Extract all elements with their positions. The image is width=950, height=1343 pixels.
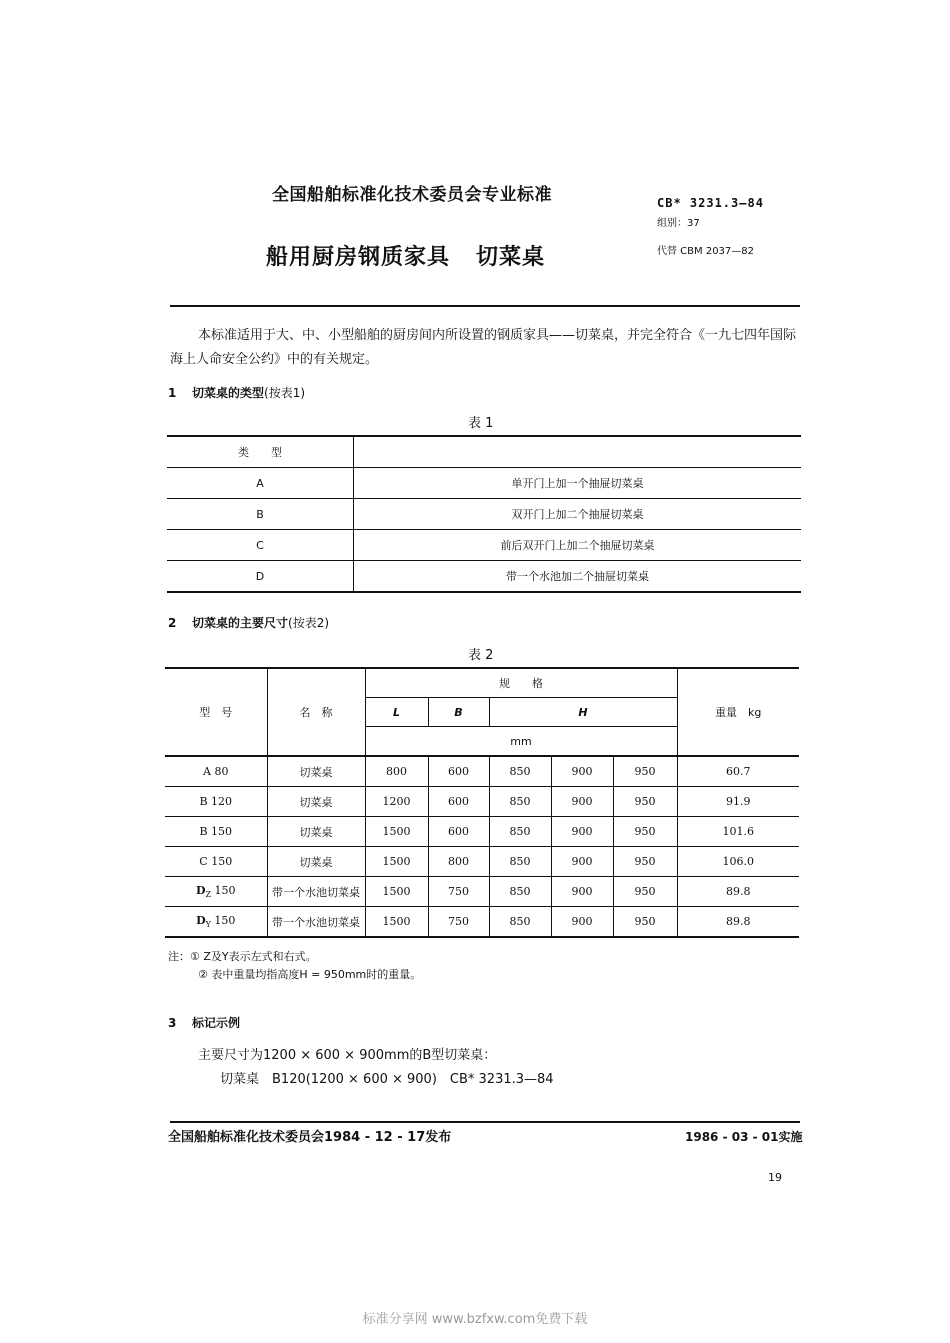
- weight-cell: 60.7: [677, 756, 799, 787]
- H2-cell: 900: [551, 787, 613, 817]
- issue-date: 全国船舶标准化技术委员会1984 - 12 - 17发布: [168, 1130, 452, 1145]
- table-1: [167, 435, 801, 593]
- example-line-2: 切菜桌 B120(1200 × 600 × 900) CB* 3231.3—84: [220, 1072, 554, 1087]
- table-row: [165, 877, 799, 907]
- type-cell: D: [167, 561, 354, 593]
- table-notes: [168, 948, 421, 984]
- section-1-heading: [168, 384, 305, 401]
- weight-cell: 106.0: [677, 847, 799, 877]
- section-2-heading: [168, 614, 329, 631]
- H1-cell: 850: [489, 877, 551, 907]
- header-weight: 重量 kg: [677, 668, 799, 756]
- B-cell: 750: [428, 877, 489, 907]
- document-title: [266, 240, 545, 271]
- header-H: H: [489, 698, 677, 727]
- H1-cell: 850: [489, 817, 551, 847]
- desc-cell: 带一个水池加二个抽屉切菜桌: [354, 561, 802, 593]
- type-cell: B: [167, 499, 354, 530]
- model-subscript: Y: [205, 920, 211, 930]
- effective-date: 1986 - 03 - 01实施: [685, 1130, 803, 1144]
- H3-cell: 950: [613, 787, 677, 817]
- H2-cell: 900: [551, 817, 613, 847]
- table-header-row: [165, 668, 799, 698]
- L-cell: 1500: [365, 847, 428, 877]
- header-rule: [170, 305, 800, 307]
- title-main: 船用厨房钢质家具: [266, 245, 451, 270]
- H1-cell: 850: [489, 907, 551, 938]
- table-row: [165, 847, 799, 877]
- model-cell: B 120: [165, 787, 267, 817]
- section-title: 切菜桌的主要尺寸: [192, 616, 289, 630]
- L-cell: 1500: [365, 877, 428, 907]
- weight-cell: 101.6: [677, 817, 799, 847]
- weight-cell: 89.8: [677, 877, 799, 907]
- desc-cell: 单开门上加一个抽屉切菜桌: [354, 468, 802, 499]
- section-number: 2: [168, 616, 177, 630]
- section-number: 1: [168, 386, 177, 400]
- table-row: [167, 530, 801, 561]
- model-cell: [165, 907, 267, 938]
- model-cell: [165, 877, 267, 907]
- B-cell: 800: [428, 847, 489, 877]
- name-cell: 切菜桌: [267, 756, 365, 787]
- intro-paragraph: 本标准适用于大、中、小型船舶的厨房间内所设置的钢质家具——切菜桌，并完全符合《一九七四年国际海上人命安全公约》中的有关规定。: [170, 328, 797, 367]
- name-cell: 带一个水池切菜桌: [267, 877, 365, 907]
- marking-example: [198, 1044, 554, 1092]
- model-subscript: Z: [205, 890, 212, 900]
- model-cell: C 150: [165, 847, 267, 877]
- H1-cell: 850: [489, 787, 551, 817]
- table-1-caption: 表 1: [468, 416, 494, 431]
- H3-cell: 950: [613, 877, 677, 907]
- B-cell: 600: [428, 817, 489, 847]
- H3-cell: 950: [613, 817, 677, 847]
- model-letter: D: [195, 883, 206, 897]
- page-number: 19: [768, 1171, 782, 1184]
- H2-cell: 900: [551, 756, 613, 787]
- replaces-standard: 代替 CBM 2037—82: [657, 246, 755, 257]
- model-number: 150: [211, 883, 236, 897]
- header-model: 型 号: [165, 668, 267, 756]
- header-L: L: [365, 698, 428, 727]
- B-cell: 600: [428, 787, 489, 817]
- note-2: ② 表中重量均指高度H = 950mm时的重量。: [198, 968, 422, 981]
- table-row: [165, 907, 799, 938]
- title-sub: 切菜桌: [476, 245, 546, 270]
- model-letter: D: [196, 913, 206, 927]
- H3-cell: 950: [613, 907, 677, 938]
- header-B: B: [428, 698, 489, 727]
- H1-cell: 850: [489, 847, 551, 877]
- header-name: 名 称: [267, 668, 365, 756]
- model-number: 150: [210, 913, 236, 927]
- H3-cell: 950: [613, 847, 677, 877]
- model-cell: B 150: [165, 817, 267, 847]
- H2-cell: 900: [551, 877, 613, 907]
- weight-cell: 91.9: [677, 787, 799, 817]
- type-cell: C: [167, 530, 354, 561]
- H3-cell: 950: [613, 756, 677, 787]
- issuing-organization: 全国船舶标准化技术委员会专业标准: [272, 185, 552, 205]
- desc-cell: 双开门上加二个抽屉切菜桌: [354, 499, 802, 530]
- section-3-heading: [168, 1014, 240, 1031]
- table-2-caption: 表 2: [468, 648, 494, 663]
- section-title: 标记示例: [192, 1016, 241, 1030]
- watermark: 标准分享网 www.bzfxw.com免费下载: [362, 1312, 588, 1327]
- B-cell: 750: [428, 907, 489, 938]
- weight-cell: 89.8: [677, 907, 799, 938]
- table-row: [165, 756, 799, 787]
- table-header-row: [167, 436, 801, 468]
- model-cell: A 80: [165, 756, 267, 787]
- note-1: 注：① Z及Y表示左式和右式。: [168, 950, 317, 963]
- example-line-1: 主要尺寸为1200 × 600 × 900mm的B型切菜桌：: [198, 1048, 497, 1063]
- section-ref: (按表2): [288, 616, 330, 630]
- name-cell: 带一个水池切菜桌: [267, 907, 365, 938]
- footer-rule: [170, 1121, 800, 1123]
- section-ref: (按表1): [264, 386, 306, 400]
- header-spec: 规 格: [365, 668, 677, 698]
- type-cell: A: [167, 468, 354, 499]
- standard-code: CB* 3231.3—84: [657, 196, 764, 210]
- L-cell: 800: [365, 756, 428, 787]
- table-row: [165, 817, 799, 847]
- H2-cell: 900: [551, 907, 613, 938]
- L-cell: 1500: [365, 817, 428, 847]
- H1-cell: 850: [489, 756, 551, 787]
- table-row: [165, 787, 799, 817]
- B-cell: 600: [428, 756, 489, 787]
- header-type: 类 型: [167, 436, 354, 468]
- H2-cell: 900: [551, 847, 613, 877]
- section-title: 切菜桌的类型: [192, 386, 265, 400]
- section-number: 3: [168, 1016, 177, 1030]
- name-cell: 切菜桌: [267, 817, 365, 847]
- header-unit: mm: [365, 727, 677, 757]
- desc-cell: 前后双开门上加二个抽屉切菜桌: [354, 530, 802, 561]
- table-2: [165, 667, 799, 938]
- header-desc: [354, 436, 802, 468]
- L-cell: 1500: [365, 907, 428, 938]
- table-row: [167, 468, 801, 499]
- group-number: 组别：37: [657, 218, 700, 229]
- name-cell: 切菜桌: [267, 847, 365, 877]
- L-cell: 1200: [365, 787, 428, 817]
- table-row: [167, 499, 801, 530]
- name-cell: 切菜桌: [267, 787, 365, 817]
- table-row: [167, 561, 801, 593]
